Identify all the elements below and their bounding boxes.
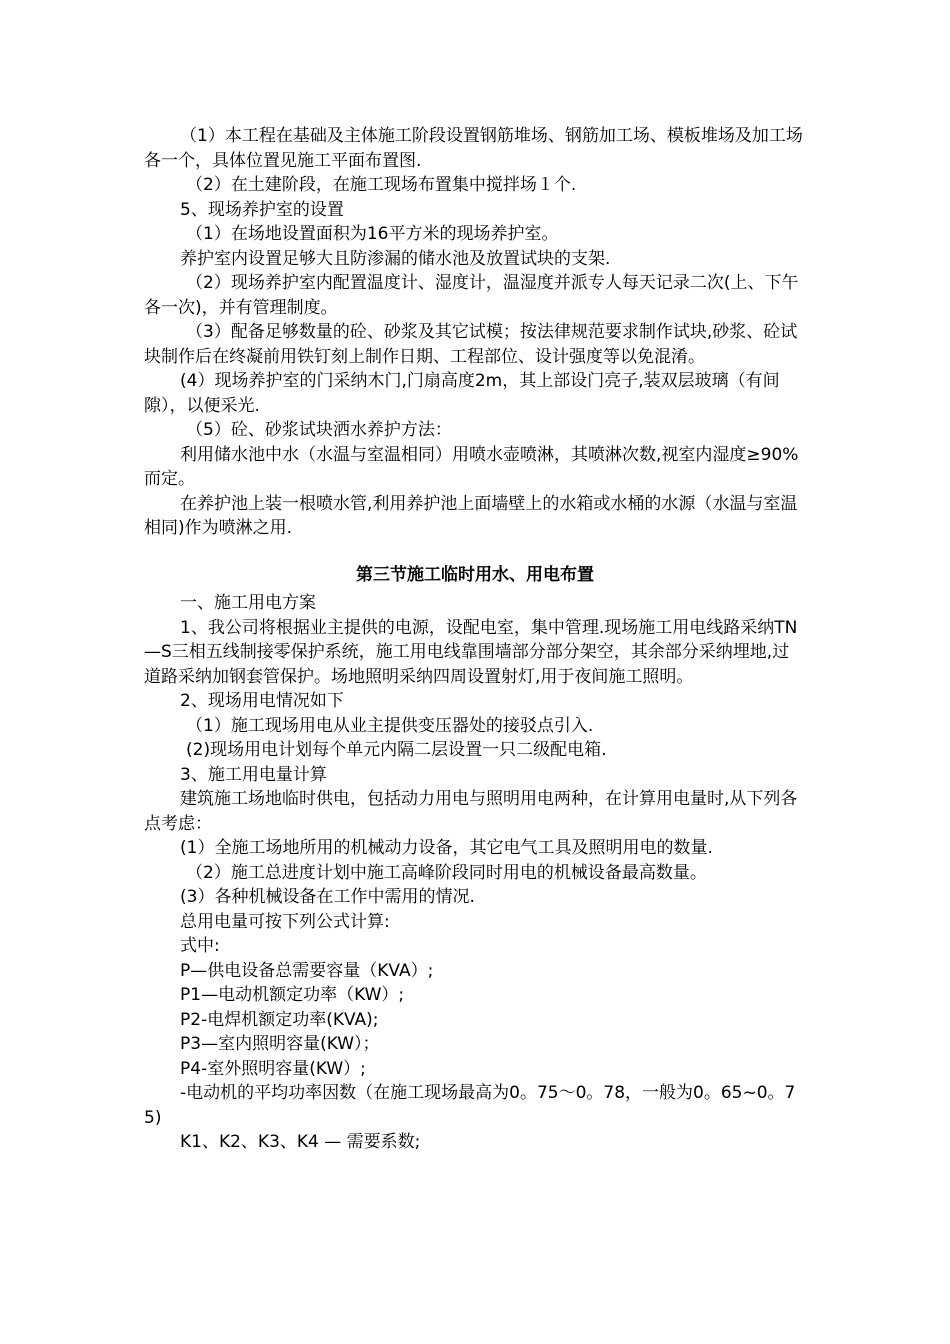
paragraph: P3—室内照明容量(KW）； <box>180 1034 380 1054</box>
paragraph: 一、施工用电方案 <box>180 593 316 613</box>
paragraph: （2）现场养护室内配置温度计、湿度计，温湿度并派专人每天记录二次(上、下午各一次)，并有管理制度。 <box>144 273 799 318</box>
paragraph: P4-室外照明容量(KW）; <box>180 1058 366 1079</box>
paragraph: (3）各种机械设备在工作中需用的情况. <box>180 887 475 907</box>
paragraph: （5）砼、砂浆试块洒水养护方法： <box>186 420 452 440</box>
paragraph: （1）施工现场用电从业主提供变压器处的接驳点引入. <box>186 715 594 736</box>
paragraph: 1、我公司将根据业主提供的电源，设配电室，集中管理.现场施工用电线路采纳TN—S三相五线制接零保护系统，施工用电线靠围墙部分部分架空，其余部分采纳埋地,过道路采纳加钢套管保护。场地照明采纳四周设置射灯,用于夜间施工照明。 <box>144 617 798 687</box>
paragraph: （3）配备足够数量的砼、砂浆及其它试模；按法律规范要求制作试块,砂浆、砼试块制作后在终凝前用铁钉刻上制作日期、工程部位、设计强度等以免混淆。 <box>144 322 798 367</box>
paragraph: 总用电量可按下列公式计算: <box>180 911 390 932</box>
paragraph: （2）在土建阶段，在施工现场布置集中搅拌场１个. <box>186 175 577 195</box>
paragraph: -电动机的平均功率因数（在施工现场最高为0。75～0。78，一般为0。65~0。75) <box>144 1083 796 1128</box>
paragraph: (4）现场养护室的门采纳木门,门扇高度2m，其上部设门亮子,装双层玻璃（有间隙），以便采光. <box>144 371 780 416</box>
paragraph: 式中: <box>180 936 220 956</box>
section-after <box>144 591 806 1155</box>
paragraph: (1）全施工场地所用的机械动力设备，其它电气工具及照明用电的数量. <box>180 838 713 858</box>
paragraph: P1—电动机额定功率（KW）; <box>180 985 405 1005</box>
paragraph: 养护室内设置足够大且防渗漏的储水池及放置试块的支架. <box>180 248 611 269</box>
paragraph: 在养护池上装一根喷水管,利用养护池上面墙壁上的水箱或水桶的水源（水温与室温相同)作为喷淋之用. <box>144 493 798 538</box>
paragraph: （1）在场地设置面积为16平方米的现场养护室。 <box>186 224 559 244</box>
paragraph: 3、施工用电量计算 <box>180 764 327 785</box>
paragraph: P—供电设备总需要容量（KVA）; <box>180 960 434 981</box>
paragraph: K1、K2、K3、K4 — 需要系数; <box>180 1132 421 1152</box>
paragraph: 利用储水池中水（水温与室温相同）用喷水壶喷淋，其喷淋次数,视室内湿度≥90%而定。 <box>144 444 799 489</box>
paragraph: P2-电焊机额定功率(KVA); <box>180 1009 379 1030</box>
section-heading: 第三节施工临时用水、用电布置 <box>356 564 594 585</box>
paragraph: （2）施工总进度计划中施工高峰阶段同时用电的机械设备最高数量。 <box>186 862 707 883</box>
document-body <box>144 124 806 1155</box>
section-before <box>144 124 806 541</box>
paragraph: (2)现场用电计划每个单元内隔二层设置一只二级配电箱. <box>186 740 607 760</box>
paragraph: 建筑施工场地临时供电，包括动力用电与照明用电两种，在计算用电量时,从下列各点考虑： <box>144 789 798 834</box>
paragraph: 5、现场养护室的设置 <box>180 199 344 220</box>
paragraph: （1）本工程在基础及主体施工阶段设置钢筋堆场、钢筋加工场、模板堆场及加工场各一个，具体位置见施工平面布置图. <box>144 126 803 171</box>
paragraph: 2、现场用电情况如下 <box>180 691 344 711</box>
